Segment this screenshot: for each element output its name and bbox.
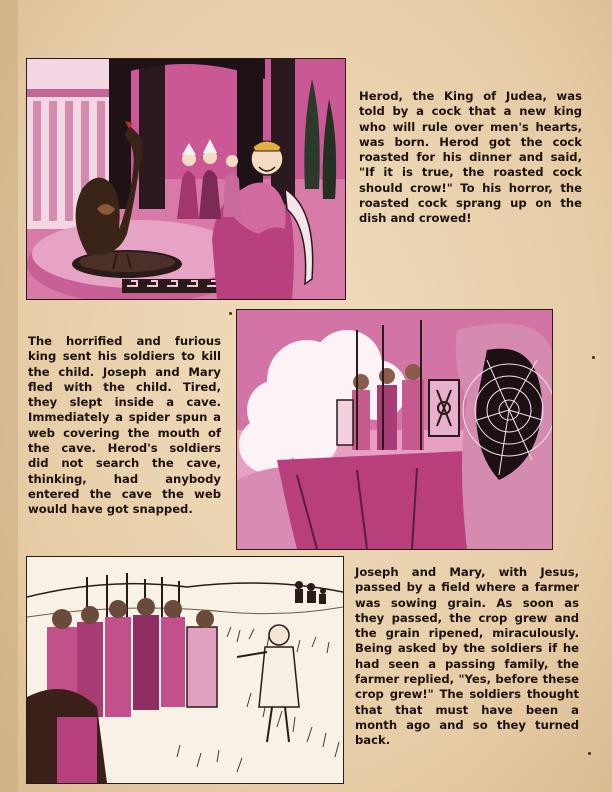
panel-herod-illustration bbox=[26, 58, 346, 300]
herod-scene-art bbox=[27, 59, 345, 299]
cave-scene-art bbox=[237, 310, 552, 549]
page-spine-shadow bbox=[0, 0, 18, 792]
paper-speck bbox=[588, 752, 591, 755]
panel-cave-illustration bbox=[236, 309, 553, 550]
paper-speck bbox=[592, 356, 595, 359]
field-scene-art bbox=[27, 557, 343, 783]
caption-spider-cave: The horrified and furious king sent his soldiers to kill the child. Joseph and Mary fled with the child. Tired, they slept inside a cave. Immediately a spider spun a web covering the mouth of the cave. Herod's soldiers did not search the cave, thinking, had anybody entered the cave the web would have got snapped. bbox=[28, 334, 221, 517]
caption-herod-cock: Herod, the King of Judea, was told by a cock that a new king who will rule over men's hearts, was born. Herod got the cock roasted for his dinner and said, "If it is true, the roasted cock should crow!" To his horror, the roasted cock sprang up on the dish and crowed! bbox=[359, 89, 582, 226]
paper-speck bbox=[229, 312, 232, 315]
panel-field-illustration bbox=[26, 556, 344, 784]
caption-farmer-field: Joseph and Mary, with Jesus, passed by a field where a farmer was sowing grain. As soon as they passed, the crop grew and the grain ripened, miraculously. Being asked by the soldiers if he had seen a passing family, the farmer replied, "Yes, before these crop grew!" The soldiers thought that that must have been a month ago and so they turned back. bbox=[355, 565, 579, 748]
